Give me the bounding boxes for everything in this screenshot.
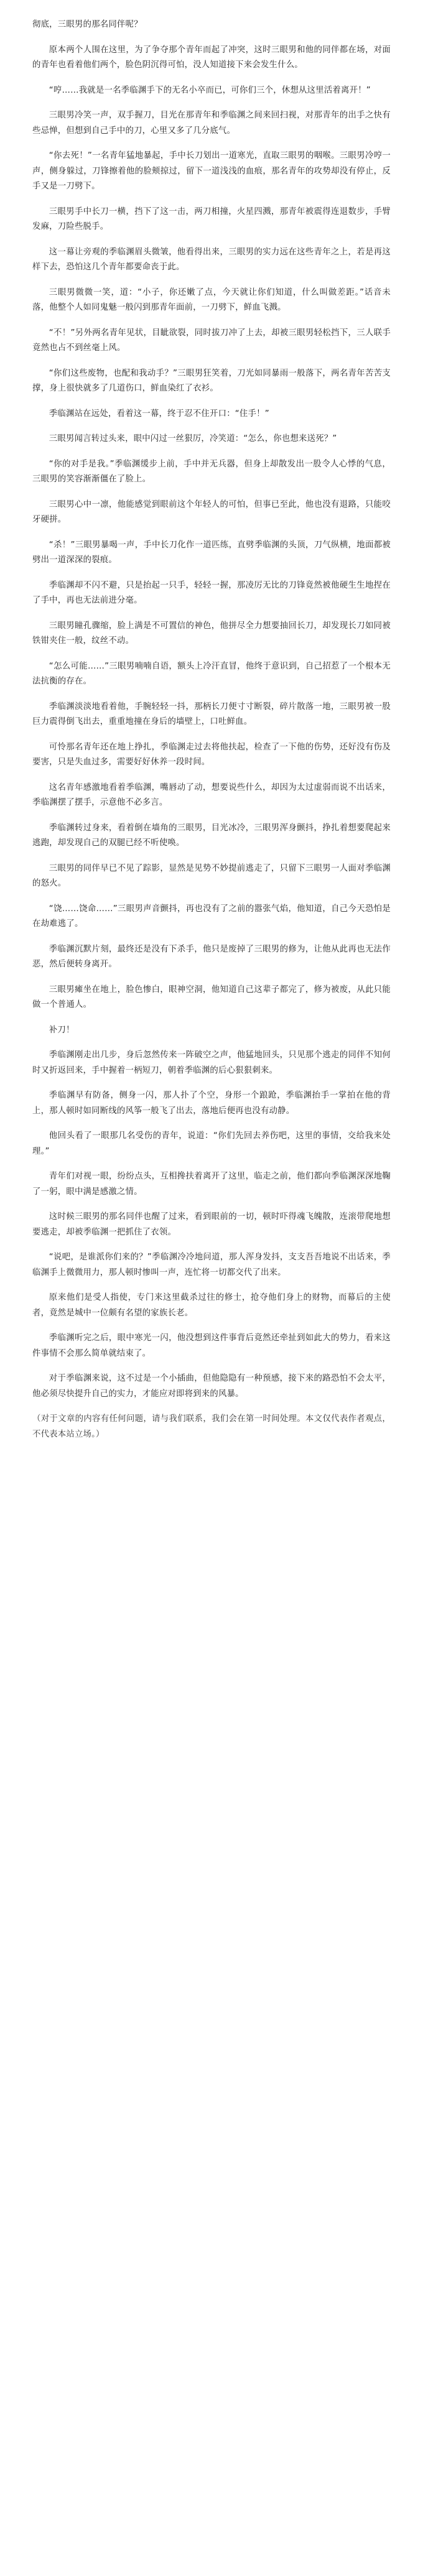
article-paragraph: 三眼男瞳孔骤缩，脸上满是不可置信的神色，他拼尽全力想要抽回长刀，却发现长刀如同被铁钳夹住一般，纹丝不动。: [32, 621, 391, 646]
article-paragraph: 补刀！: [49, 1025, 75, 1035]
article-paragraph: 三眼男冷笑一声，双手握刀，目光在那青年和季临渊之间来回扫视，对那青年的出手之快有些忌惮，但想到自己手中的刀，心里又多了几分底气。: [32, 111, 391, 136]
article-paragraph: 彻底，三眼男的那名同伴呢？: [32, 20, 142, 29]
article-paragraph: 三眼男手中长刀一横，挡下了这一击，两刀相撞，火星四溅，那青年被震得连退数步，手臂发麻，刀险些脱手。: [32, 206, 391, 231]
article-paragraph: 这一幕让旁观的季临渊眉头微皱，他看得出来，三眼男的实力远在这些青年之上，若是再这样下去，恐怕这几个青年都要命丧于此。: [32, 247, 391, 272]
article-paragraph: 三眼男的同伴早已不见了踪影，显然是见势不妙提前逃走了，只留下三眼男一人面对季临渊的怒火。: [32, 863, 391, 888]
article-paragraph: 原来他们是受人指使，专门来这里截杀过往的修士，抢夺他们身上的财物，而幕后的主使者，竟然是城中一位颇有名望的家族长老。: [32, 1293, 391, 1318]
article-paragraph: 季临渊听完之后，眼中寒光一闪，他没想到这件事背后竟然还牵扯到如此大的势力，看来这件事情不会那么简单就结束了。: [32, 1333, 391, 1358]
article-paragraph: 季临渊转过身来，看着倒在墙角的三眼男，目光冰冷，三眼男浑身颤抖，挣扎着想要爬起来逃跑，却发现自己的双腿已经不听使唤。: [32, 823, 391, 848]
article-paragraph: 季临渊站在远处，看着这一幕，终于忍不住开口：“住手！”: [49, 409, 269, 419]
article-paragraph: 三眼男瘫坐在地上，脸色惨白，眼神空洞，他知道自己这辈子都完了，修为被废，从此只能做一个普通人。: [32, 985, 391, 1009]
article-paragraph: 季临渊却不闪不避，只是抬起一只手，轻轻一握，那凌厉无比的刀锋竟然被他硬生生地捏在了手中，再也无法前进分毫。: [32, 580, 391, 605]
article-paragraph: 原本两个人围在这里，为了争夺那个青年而起了冲突，这时三眼男和他的同伴都在场，对面的青年也看着他们两个，脸色阴沉得可怕，没人知道接下来会发生什么。: [32, 45, 391, 70]
article-paragraph: “哼……我就是一名季临渊手下的无名小卒而已，可你们三个，休想从这里活着离开！”: [49, 85, 371, 95]
article-paragraph: 季临渊早有防备，侧身一闪，那人扑了个空，身形一个踉跄，季临渊抬手一掌拍在他的背上，那人顿时如同断线的风筝一般飞了出去，落地后便再也没有动静。: [32, 1091, 391, 1116]
article-paragraph: 可怜那名青年还在地上挣扎，季临渊走过去将他扶起，检查了一下他的伤势，还好没有伤及要害，只是失血过多，需要好好休养一段时间。: [32, 742, 391, 767]
article-paragraph: 对于季临渊来说，这不过是一个小插曲，但他隐隐有一种预感，接下来的路恐怕不会太平，他必须尽快提升自己的实力，才能应对即将到来的风暴。: [32, 1374, 391, 1399]
article-paragraph: “说吧，是谁派你们来的？”季临渊冷冷地问道，那人浑身发抖，支支吾吾地说不出话来，季临渊手上微微用力，那人顿时惨叫一声，连忙将一切都交代了出来。: [32, 1253, 391, 1277]
article-paragraph: 这名青年感激地看着季临渊，嘴唇动了动，想要说些什么，却因为太过虚弱而说不出话来，季临渊摆了摆手，示意他不必多言。: [32, 782, 391, 807]
article-body: [32, 17, 391, 1442]
article-paragraph: “不！”另外两名青年见状，目眦欲裂，同时拔刀冲了上去，却被三眼男轻松挡下，三人联手竟然也占不到丝毫上风。: [32, 328, 391, 353]
article-paragraph: 季临渊淡淡地看着他，手腕轻轻一抖，那柄长刀便寸寸断裂，碎片散落一地，三眼男被一股巨力震得倒飞出去，重重地撞在身后的墙壁上，口吐鲜血。: [32, 702, 391, 726]
article-paragraph: “饶……饶命……”三眼男声音颤抖，再也没有了之前的嚣张气焰，他知道，自己今天恐怕是在劫难逃了。: [32, 904, 391, 929]
article-paragraph: 这时候三眼男的那名同伴也醒了过来，看到眼前的一切，顿时吓得魂飞魄散，连滚带爬地想要逃走，却被季临渊一把抓住了衣领。: [32, 1212, 391, 1237]
article-paragraph: 三眼男微微一笑，道：“小子，你还嫩了点，今天就让你们知道，什么叫做差距。”话音未落，他整个人如同鬼魅一般闪到那青年面前，一刀劈下，鲜血飞溅。: [32, 287, 391, 312]
article-paragraph: “你的对手是我。”季临渊缓步上前，手中并无兵器，但身上却散发出一股令人心悸的气息，三眼男的笑容渐渐僵在了脸上。: [32, 459, 391, 484]
article-footnote: （对于文章的内容有任何问题，请与我们联系，我们会在第一时间处理。本文仅代表作者观点，不代表本站立场。）: [32, 1414, 391, 1439]
article-paragraph: “杀！”三眼男暴喝一声，手中长刀化作一道匹练，直劈季临渊的头顶，刀气纵横，地面都被劈出一道深深的裂痕。: [32, 540, 391, 565]
article-paragraph: 他回头看了一眼那几名受伤的青年，说道：“你们先回去养伤吧，这里的事情，交给我来处理。”: [32, 1131, 391, 1156]
article-paragraph: 三眼男心中一凛，他能感觉到眼前这个年轻人的可怕，但事已至此，他也没有退路，只能咬牙硬拼。: [32, 499, 391, 524]
article-paragraph: 青年们对视一眼，纷纷点头，互相搀扶着离开了这里，临走之前，他们都向季临渊深深地鞠了一躬，眼中满是感激之情。: [32, 1172, 391, 1197]
article-paragraph: “你们这些废物，也配和我动手？”三眼男狂笑着，刀光如同暴雨一般落下，两名青年苦苦支撑，身上很快就多了几道伤口，鲜血染红了衣衫。: [32, 368, 391, 393]
article-paragraph: 三眼男闻言转过头来，眼中闪过一丝狠厉，冷笑道：“怎么，你也想来送死？”: [49, 434, 337, 443]
article-paragraph: 季临渊沉默片刻，最终还是没有下杀手，他只是废掉了三眼男的修为，让他从此再也无法作恶，然后便转身离开。: [32, 944, 391, 969]
article-paragraph: “怎么可能……”三眼男喃喃自语，额头上冷汗直冒，他终于意识到，自己招惹了一个根本无法抗衡的存在。: [32, 661, 391, 686]
article-paragraph: “你去死！”一名青年猛地暴起，手中长刀划出一道寒光，直取三眼男的咽喉。三眼男冷哼一声，侧身躲过，刀锋擦着他的脸颊掠过，留下一道浅浅的血痕，那名青年的攻势却没有停止，反手又是一刀劈下。: [32, 151, 391, 191]
article-paragraph: 季临渊刚走出几步，身后忽然传来一阵破空之声，他猛地回头，只见那个逃走的同伴不知何时又折返回来，手中握着一柄短刀，朝着季临渊的后心狠狠刺来。: [32, 1050, 391, 1075]
